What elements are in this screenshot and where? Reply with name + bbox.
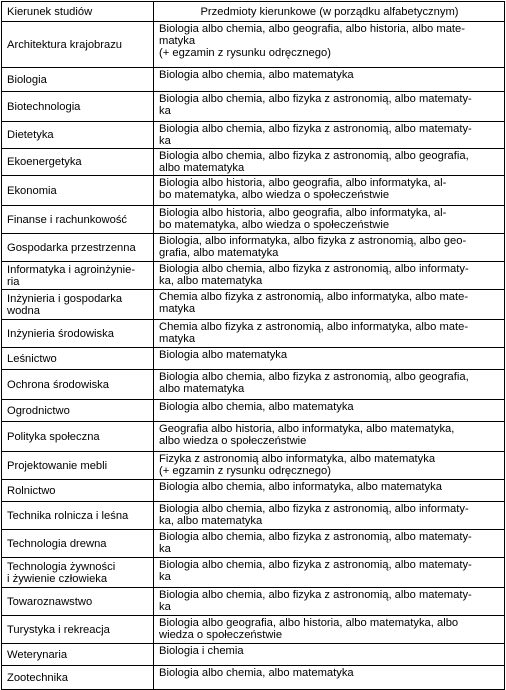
subjects-cell: Biologia i chemia: [154, 644, 505, 666]
study-fields-table: [1, 1, 505, 690]
table-header-row: [2, 2, 505, 22]
header-field: Kierunek studiów: [2, 2, 154, 22]
subjects-cell: Biologia albo chemia, albo informatyka, albo matematyka: [154, 480, 505, 502]
subjects-cell: Biologia albo historia, albo geografia, albo informatyka, al- bo matematyka, albo wiedza o społeczeństwie: [154, 176, 505, 206]
table-row: [2, 644, 505, 666]
subjects-cell: Biologia albo chemia, albo fizyka z astronomią, albo informaty- ka, albo matematyka: [154, 502, 505, 530]
field-name-cell: Technologia drewna: [2, 530, 154, 558]
table-row: [2, 370, 505, 400]
table-row: [2, 502, 505, 530]
table-row: [2, 480, 505, 502]
subjects-cell: Biologia albo chemia, albo fizyka z astronomią, albo geografia, albo matematyka: [154, 149, 505, 176]
subjects-cell: Biologia albo matematyka: [154, 348, 505, 370]
table-row: [2, 588, 505, 616]
table-row: [2, 22, 505, 68]
table-row: [2, 206, 505, 234]
table-row: [2, 422, 505, 452]
field-name-cell: Inżynieria środowiska: [2, 320, 154, 348]
table-row: [2, 92, 505, 122]
subjects-cell: Chemia albo fizyka z astronomią, albo informatyka, albo mate- matyka: [154, 290, 505, 320]
field-name-cell: Ekoenergetyka: [2, 149, 154, 176]
subjects-cell: Biologia albo chemia, albo fizyka z astronomią, albo geografia, albo matematyka: [154, 370, 505, 400]
field-name-cell: Gospodarka przestrzenna: [2, 234, 154, 262]
subjects-cell: Biologia albo chemia, albo matematyka: [154, 400, 505, 422]
subjects-cell: Biologia albo chemia, albo geografia, albo historia, albo mate- matyka (+ egzamin z rysunku odręcznego): [154, 22, 505, 68]
table-row: [2, 616, 505, 644]
field-name-cell: Polityka społeczna: [2, 422, 154, 452]
subjects-cell: Biologia, albo informatyka, albo fizyka z astronomią, albo geo- grafia, albo matematyka: [154, 234, 505, 262]
field-name-cell: Inżynieria i gospodarka wodna: [2, 290, 154, 320]
table-row: [2, 530, 505, 558]
table-row: [2, 149, 505, 176]
table-row: [2, 234, 505, 262]
table-row: [2, 558, 505, 588]
field-name-cell: Zootechnika: [2, 666, 154, 690]
header-subjects: Przedmioty kierunkowe (w porządku alfabetycznym): [154, 2, 505, 22]
field-name-cell: Towaroznawstwo: [2, 588, 154, 616]
table-row: [2, 290, 505, 320]
table-row: [2, 666, 505, 690]
field-name-cell: Rolnictwo: [2, 480, 154, 502]
subjects-cell: Biologia albo chemia, albo matematyka: [154, 666, 505, 690]
subjects-cell: Biologia albo chemia, albo fizyka z astronomią, albo matematy- ka: [154, 122, 505, 149]
subjects-cell: Biologia albo chemia, albo fizyka z astronomią, albo informaty- ka, albo matematyka: [154, 262, 505, 290]
field-name-cell: Turystyka i rekreacja: [2, 616, 154, 644]
subjects-cell: Biologia albo chemia, albo fizyka z astronomią, albo matematy- ka: [154, 588, 505, 616]
field-name-cell: Leśnictwo: [2, 348, 154, 370]
table-row: [2, 176, 505, 206]
subjects-cell: Biologia albo chemia, albo fizyka z astronomią, albo matematy- ka: [154, 530, 505, 558]
table-row: [2, 68, 505, 92]
field-name-cell: Projektowanie mebli: [2, 452, 154, 480]
subjects-cell: Biologia albo geografia, albo historia, albo matematyka, albo wiedza o społeczeństwie: [154, 616, 505, 644]
field-name-cell: Dietetyka: [2, 122, 154, 149]
field-name-cell: Ogrodnictwo: [2, 400, 154, 422]
subjects-cell: Biologia albo historia, albo geografia, albo informatyka, al- bo matematyka, albo wiedza o społeczeństwie: [154, 206, 505, 234]
subjects-cell: Fizyka z astronomią albo informatyka, albo matematyka (+ egzamin z rysunku odręcznego): [154, 452, 505, 480]
subjects-cell: Chemia albo fizyka z astronomią, albo informatyka, albo mate- matyka: [154, 320, 505, 348]
subjects-cell: Geografia albo historia, albo informatyka, albo matematyka, albo wiedza o społeczeństwie: [154, 422, 505, 452]
field-name-cell: Technika rolnicza i leśna: [2, 502, 154, 530]
field-name-cell: Ochrona środowiska: [2, 370, 154, 400]
table-row: [2, 348, 505, 370]
field-name-cell: Finanse i rachunkowość: [2, 206, 154, 234]
subjects-cell: Biologia albo chemia, albo matematyka: [154, 68, 505, 92]
table-row: [2, 452, 505, 480]
table-row: [2, 122, 505, 149]
field-name-cell: Biotechnologia: [2, 92, 154, 122]
field-name-cell: Architektura krajobrazu: [2, 22, 154, 68]
table-row: [2, 320, 505, 348]
field-name-cell: Ekonomia: [2, 176, 154, 206]
field-name-cell: Weterynaria: [2, 644, 154, 666]
table-row: [2, 400, 505, 422]
field-name-cell: Informatyka i agroinżynie- ria: [2, 262, 154, 290]
field-name-cell: Technologia żywności i żywienie człowieka: [2, 558, 154, 588]
subjects-cell: Biologia albo chemia, albo fizyka z astronomią, albo matematy- ka: [154, 558, 505, 588]
table-row: [2, 262, 505, 290]
field-name-cell: Biologia: [2, 68, 154, 92]
subjects-cell: Biologia albo chemia, albo fizyka z astronomią, albo matematy- ka: [154, 92, 505, 122]
